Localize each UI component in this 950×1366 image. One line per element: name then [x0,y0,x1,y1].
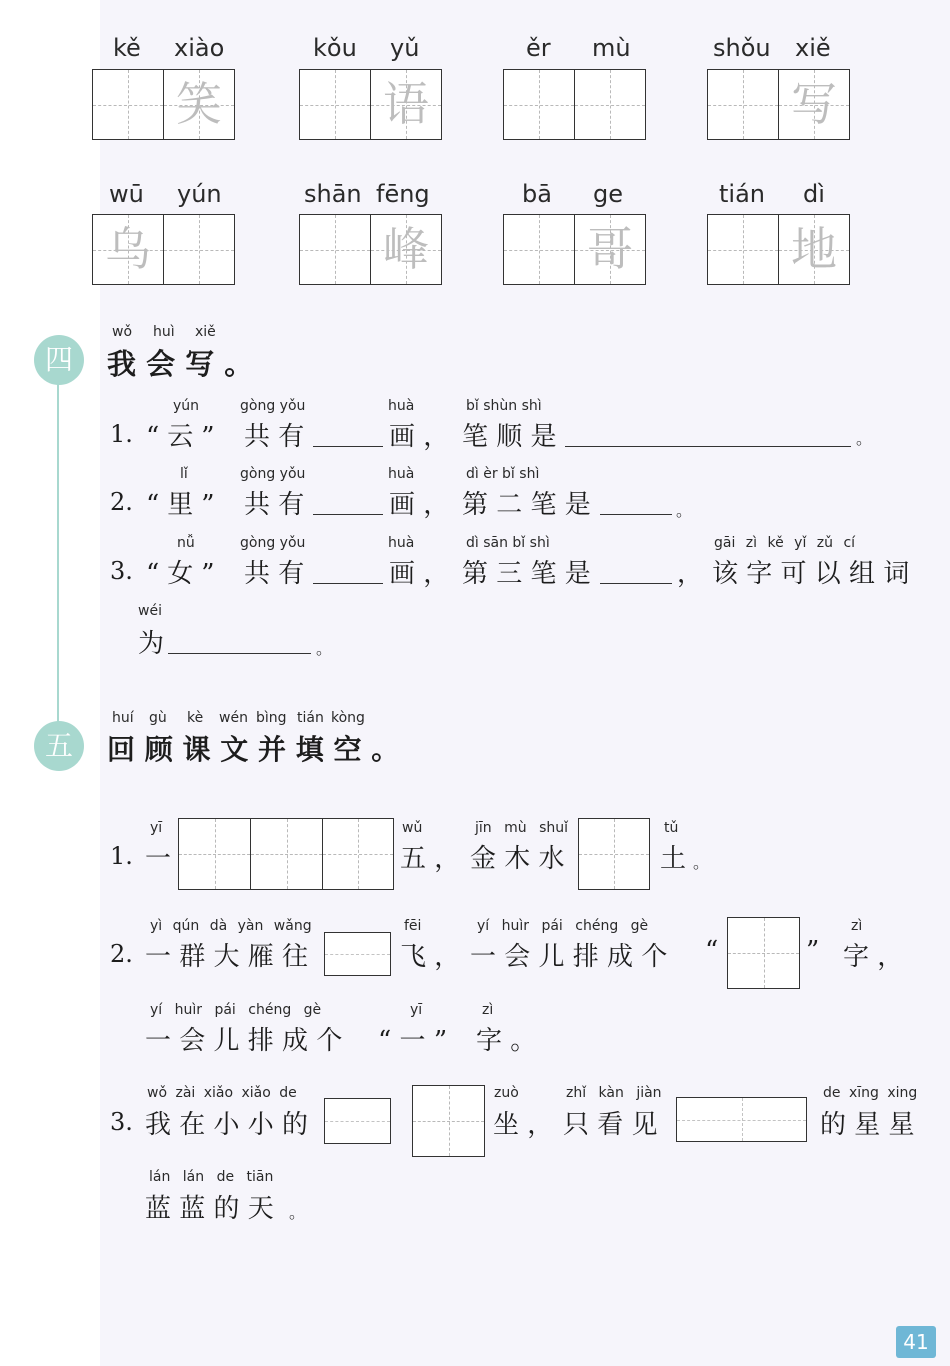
pinyin: yún [177,180,222,208]
section-title: 我 会 写 。 [107,347,254,381]
pinyin: xiào [174,34,225,62]
quoted-char: “里” [146,490,223,520]
pinyin: ge [593,180,623,208]
pinyin: yí huìr pái chéng gè [150,1002,322,1018]
question-text: 飞 ， [400,942,461,972]
pinyin: dì sān bǐ shì [466,535,550,551]
pinyin: wén [219,710,248,726]
trace-char [300,70,370,138]
question-text: 画 ， [389,490,450,520]
trace-char [504,70,574,138]
pinyin: gòng yǒu [240,466,306,482]
trace-char: 笑 [176,77,222,131]
pinyin: kòng [331,710,365,726]
pinyin: yǔ [390,34,420,62]
question-text: 共 有 [244,559,305,589]
pinyin: shān [304,180,362,208]
answer-grid[interactable] [727,917,800,989]
pinyin: huí [112,710,134,726]
question-text: 一 会 儿 排 成 个 [470,942,668,972]
answer-grid[interactable] [178,818,394,890]
answer-blank[interactable] [313,583,383,584]
question-text: 金 木 水 [470,844,565,874]
pinyin: wǔ [402,820,423,836]
question-text: 笔 顺 是 [462,422,557,452]
question-number: 3. [110,557,133,585]
pinyin: gāi zì kě yǐ zǔ cí [714,535,856,551]
comma: ， [677,559,704,589]
question-text: 只 看 见 [563,1110,658,1140]
pinyin: wǒ zài xiǎo xiǎo de [147,1085,297,1101]
pinyin: wéi [138,603,162,619]
pinyin: zì [851,918,863,934]
period: 。 [316,639,333,658]
trace-char: 语 [383,77,429,131]
question-text: 为 [138,629,165,659]
question-text: 共 有 [244,490,305,520]
trace-char: 地 [791,222,837,276]
quoted-char: “女” [146,559,223,589]
question-text: 土 [660,844,687,874]
pinyin: yún [173,398,200,414]
question-text: 一 群 大 雁 往 [145,942,309,972]
question-text: 我 在 小 小 的 [145,1110,309,1140]
question-text: 第 二 笔 是 [462,490,591,520]
question-text: 字 。 [476,1026,537,1056]
pinyin: wǒ [112,324,133,340]
pinyin: de xīng xing [823,1085,918,1101]
page-number: 41 [896,1326,936,1358]
trace-char: 峰 [383,222,429,276]
question-number: 1. [110,842,133,870]
trace-char [504,215,574,283]
pinyin: xiě [795,34,831,62]
pinyin: kè [187,710,204,726]
pinyin: zuò [494,1085,519,1101]
writing-grid[interactable] [92,69,235,140]
trace-char [164,215,234,283]
pinyin: huì [153,324,175,340]
question-text: 一 [145,844,172,874]
trace-char [708,70,778,138]
trace-char: 写 [791,77,837,131]
pinyin: wū [109,180,144,208]
question-text: 蓝 蓝 的 天 [145,1194,274,1224]
pinyin: zì [482,1002,494,1018]
section-badge-5: 五 [34,721,84,771]
pinyin: xiě [195,324,216,340]
answer-blank[interactable] [313,446,383,447]
answer-grid[interactable] [412,1085,485,1157]
writing-grid[interactable] [299,69,442,140]
answer-blank[interactable] [313,514,383,515]
trace-char: 哥 [587,222,633,276]
quoted-char: “云” [146,422,223,452]
question-number: 2. [110,940,133,968]
writing-grid[interactable] [92,214,235,285]
pinyin: mù [592,34,631,62]
pinyin: gù [149,710,167,726]
question-text: 画 ， [389,559,450,589]
pinyin: huà [388,466,415,482]
question-text: 该 字 可 以 组 词 [712,559,910,589]
question-text: 的 星 星 [820,1110,915,1140]
pinyin: lán lán de tiān [149,1169,274,1185]
trace-char [93,70,163,138]
pinyin: huà [388,535,415,551]
period: 。 [856,429,873,448]
trace-char [708,215,778,283]
question-text: 坐 ， [493,1110,554,1140]
section-title: 回 顾 课 文 并 填 空 。 [107,733,400,766]
pinyin: yì qún dà yàn wǎng [150,918,312,934]
answer-box[interactable] [676,1097,807,1142]
answer-blank[interactable] [600,514,672,515]
pinyin: fēng [376,180,430,208]
answer-box[interactable] [324,1098,391,1144]
pinyin: tǔ [664,820,679,836]
pinyin: kě [113,34,141,62]
quote-mark: “ [705,936,719,966]
question-text: 共 有 [244,422,305,452]
pinyin: nǚ [177,535,195,551]
writing-grid[interactable] [707,69,850,140]
trace-char [300,215,370,283]
writing-grid[interactable] [707,214,850,285]
answer-blank[interactable] [565,446,851,447]
pinyin: jīn mù shuǐ [475,820,568,836]
pinyin: gòng yǒu [240,398,306,414]
pinyin: yí huìr pái chéng gè [477,918,649,934]
writing-grid[interactable] [503,69,646,140]
pinyin: huà [388,398,415,414]
question-text: “ 一 ” [378,1026,448,1056]
pinyin: bǐ shùn shì [466,398,542,414]
answer-blank[interactable] [168,653,311,654]
pinyin: kǒu [313,34,357,62]
writing-grid[interactable] [299,214,442,285]
trace-char [575,70,645,138]
pinyin: yī [410,1002,423,1018]
answer-blank[interactable] [600,583,672,584]
section-badge-4: 四 [34,335,84,385]
pinyin: yī [150,820,163,836]
pinyin: dì [803,180,825,208]
question-number: 1. [110,420,133,448]
quote-mark: ” [806,936,820,966]
pinyin: lǐ [180,466,188,482]
question-text: 五 ， [400,844,461,874]
period: 。 [693,853,710,872]
pinyin: shǒu [713,34,771,62]
answer-grid[interactable] [578,818,650,890]
pinyin: fēi [404,918,422,934]
pinyin: tián [297,710,324,726]
pinyin: tián [719,180,765,208]
question-text: 字 ， [843,942,904,972]
question-number: 3. [110,1108,133,1136]
pinyin: dì èr bǐ shì [466,466,540,482]
question-text: 一 会 儿 排 成 个 [145,1026,343,1056]
pinyin: bìng [256,710,287,726]
pinyin: gòng yǒu [240,535,306,551]
period: 。 [676,501,693,520]
question-text: 第 三 笔 是 [462,559,591,589]
question-text: 画 ， [389,422,450,452]
section-connector-line [57,380,59,730]
pinyin: bā [522,180,552,208]
writing-grid[interactable] [503,214,646,285]
period: 。 [289,1203,306,1222]
question-number: 2. [110,488,133,516]
answer-box[interactable] [324,932,391,976]
trace-char: 乌 [105,222,151,276]
pinyin: ěr [526,34,551,62]
pinyin: zhǐ kàn jiàn [566,1085,662,1101]
